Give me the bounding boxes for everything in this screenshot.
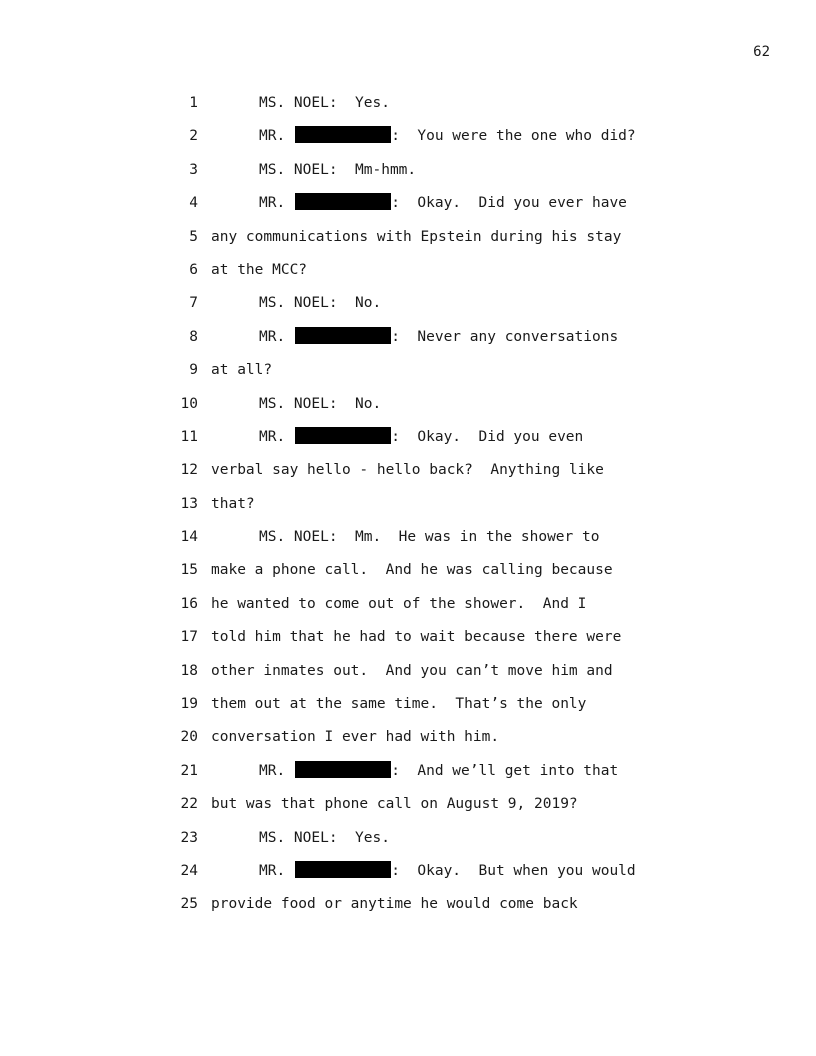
line-number: 1: [189, 95, 198, 111]
transcript-line: [0, 893, 816, 926]
line-text: MS. NOEL: No.: [259, 395, 382, 412]
line-text: [259, 125, 636, 147]
line-text: conversation I ever had with him.: [211, 729, 500, 746]
line-number: 2: [189, 128, 198, 145]
speaker-label: MR.: [259, 862, 286, 879]
speaker-label: MR.: [259, 128, 286, 145]
line-number: 13: [180, 495, 198, 512]
transcript-line: [0, 92, 816, 125]
line-number: 8: [189, 328, 198, 345]
line-text: other inmates out. And you can’t move him and: [211, 662, 613, 679]
line-text: MS. NOEL: Mm-hmm.: [259, 161, 417, 178]
line-text: MS. NOEL: No.: [259, 295, 382, 312]
line-text: he wanted to come out of the shower. And I: [211, 595, 587, 612]
line-number: 10: [180, 395, 198, 412]
line-number: 25: [180, 896, 198, 913]
transcript-line: [0, 292, 816, 325]
line-number: 3: [189, 161, 198, 178]
line-number: 18: [180, 662, 198, 679]
line-number: 20: [180, 729, 198, 746]
speaker-label: MR.: [259, 428, 286, 445]
line-text: them out at the same time. That’s the only: [211, 696, 587, 713]
transcript-line: [0, 393, 816, 426]
transcript-line: [0, 760, 816, 793]
transcript-line: [0, 226, 816, 259]
line-content: : Okay. But when you would: [391, 862, 636, 879]
line-number: 6: [189, 261, 198, 278]
line-text: MS. NOEL: Yes.: [259, 95, 390, 111]
line-text: verbal say hello - hello back? Anything like: [211, 462, 604, 479]
line-content: : Okay. Did you even: [391, 428, 584, 445]
redaction-box: [295, 427, 391, 444]
line-text: [259, 326, 618, 348]
line-text: MS. NOEL: Mm. He was in the shower to: [259, 529, 600, 546]
transcript-line: [0, 459, 816, 492]
line-number: 19: [180, 696, 198, 713]
line-number: 7: [189, 295, 198, 312]
line-number: 17: [180, 629, 198, 646]
line-number: 12: [180, 462, 198, 479]
line-content: : Okay. Did you ever have: [391, 195, 627, 212]
line-text: [259, 192, 627, 214]
line-number: 11: [180, 428, 198, 445]
transcript-line: [0, 493, 816, 526]
transcript-line: [0, 125, 816, 158]
transcript-body: [0, 92, 816, 927]
transcript-line: [0, 793, 816, 826]
line-content: : Never any conversations: [391, 328, 619, 345]
transcript-line: [0, 159, 816, 192]
line-number: 4: [189, 195, 198, 212]
speaker-label: MR.: [259, 762, 286, 779]
redaction-box: [295, 861, 391, 878]
line-content: : And we’ll get into that: [391, 762, 619, 779]
line-text: told him that he had to wait because there were: [211, 629, 622, 646]
transcript-line: [0, 593, 816, 626]
transcript-line: [0, 559, 816, 592]
speaker-label: MR.: [259, 195, 286, 212]
line-number: 9: [189, 362, 198, 379]
transcript-line: [0, 326, 816, 359]
line-number: 14: [180, 529, 198, 546]
speaker-label: MR.: [259, 328, 286, 345]
transcript-line: [0, 526, 816, 559]
transcript-line: [0, 860, 816, 893]
line-text: [259, 426, 583, 448]
line-text: provide food or anytime he would come back: [211, 896, 578, 913]
transcript-line: [0, 192, 816, 225]
line-text: any communications with Epstein during his stay: [211, 228, 622, 245]
line-number: 21: [180, 762, 198, 779]
line-number: 24: [180, 862, 198, 879]
transcript-line: [0, 726, 816, 759]
redaction-box: [295, 761, 391, 778]
line-text: [259, 860, 636, 882]
transcript-line: [0, 827, 816, 860]
transcript-line: [0, 259, 816, 292]
line-text: that?: [211, 495, 255, 512]
line-number: 5: [189, 228, 198, 245]
transcript-line: [0, 626, 816, 659]
transcript-line: [0, 693, 816, 726]
redaction-box: [295, 327, 391, 344]
transcript-line: [0, 426, 816, 459]
transcript-line: [0, 359, 816, 392]
line-text: MS. NOEL: Yes.: [259, 829, 390, 846]
line-content: : You were the one who did?: [391, 128, 636, 145]
line-text: make a phone call. And he was calling because: [211, 562, 613, 579]
line-text: [259, 760, 618, 782]
line-number: 16: [180, 595, 198, 612]
transcript-line: [0, 660, 816, 693]
line-text: at the MCC?: [211, 261, 308, 278]
page-number: 62: [753, 44, 770, 60]
line-text: but was that phone call on August 9, 2019?: [211, 796, 578, 813]
line-number: 23: [180, 829, 198, 846]
redaction-box: [295, 126, 391, 143]
line-number: 22: [180, 796, 198, 813]
line-text: at all?: [211, 362, 273, 379]
redaction-box: [295, 193, 391, 210]
line-number: 15: [180, 562, 198, 579]
